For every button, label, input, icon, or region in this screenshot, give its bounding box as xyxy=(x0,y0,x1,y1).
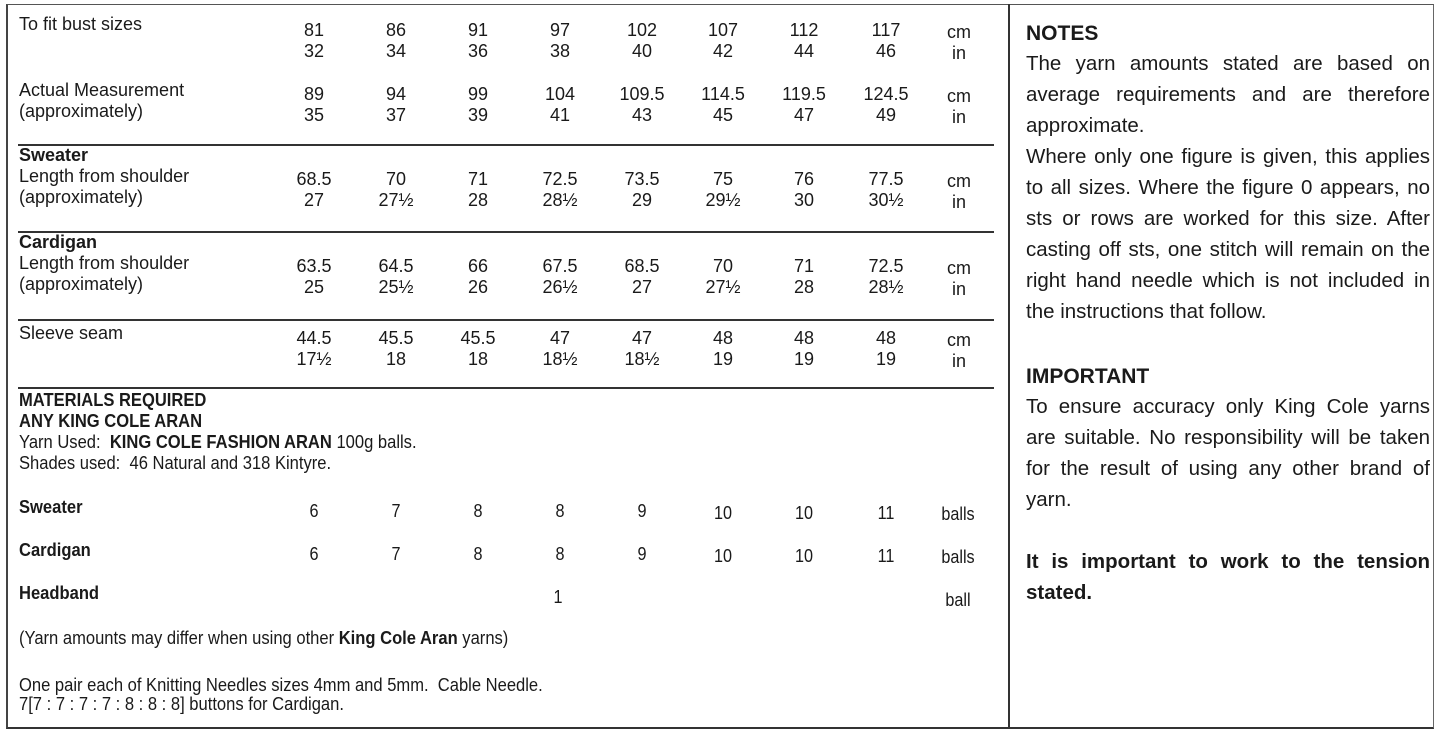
unit-label: cm xyxy=(947,258,971,278)
bust-cm-value: 102 xyxy=(626,20,658,40)
materials-subheading: ANY KING COLE ARAN xyxy=(19,411,203,431)
sweater-balls-value: 6 xyxy=(309,501,319,521)
unit-label: in xyxy=(951,107,966,127)
cardigan-length-cm-value: 71 xyxy=(793,256,815,276)
sweater-balls-value: 7 xyxy=(391,501,401,521)
bust-in-value: 42 xyxy=(712,41,734,61)
sleeve-cm-value: 48 xyxy=(712,328,734,348)
sweater-balls-value: 11 xyxy=(877,503,895,523)
rule xyxy=(18,144,994,146)
sweater-length-in-value: 29 xyxy=(631,190,653,210)
headband-qty-label: Headband xyxy=(19,583,100,603)
actual-cm-value: 89 xyxy=(303,84,325,104)
column-divider xyxy=(1008,4,1010,728)
cardigan-length-cm-value: 64.5 xyxy=(378,256,414,276)
sweater-length-in-value: 28 xyxy=(467,190,489,210)
cardigan-length-in-value: 26 xyxy=(467,277,489,297)
cardigan-unit: balls xyxy=(941,547,975,567)
actual-in-value: 39 xyxy=(467,105,489,125)
unit-label: in xyxy=(951,279,966,299)
yarn-name: KING COLE FASHION ARAN xyxy=(109,432,332,452)
sweater-heading: Sweater xyxy=(19,145,89,165)
cardigan-length-cm-value: 66 xyxy=(467,256,489,276)
cardigan-heading: Cardigan xyxy=(19,232,98,252)
headband-qty: 1 xyxy=(553,587,563,607)
unit-label: cm xyxy=(947,22,971,42)
tension-note: It is important to work to the tension stated. xyxy=(1026,550,1430,604)
cardigan-qty-label: Cardigan xyxy=(19,540,91,560)
yarn-note-prefix: (Yarn amounts may differ when using other xyxy=(19,628,339,648)
sweater-label-2: (approximately) xyxy=(19,187,144,207)
sweater-balls-value: 9 xyxy=(637,501,647,521)
cardigan-length-in-value: 27 xyxy=(631,277,653,297)
notes-panel xyxy=(1026,20,1430,608)
sleeve-in-value: 18 xyxy=(467,349,489,369)
actual-in-value: 47 xyxy=(793,105,815,125)
sweater-balls-value: 8 xyxy=(555,501,565,521)
sleeve-label: Sleeve seam xyxy=(19,323,124,343)
cardigan-length-in-value: 28 xyxy=(793,277,815,297)
cardigan-balls-value: 11 xyxy=(877,546,895,566)
unit-label: in xyxy=(951,351,966,371)
unit-label: cm xyxy=(947,330,971,350)
cardigan-label-2: (approximately) xyxy=(19,274,144,294)
cardigan-length-cm-value: 68.5 xyxy=(624,256,660,276)
cardigan-balls-value: 8 xyxy=(473,544,483,564)
sweater-length-cm-value: 72.5 xyxy=(542,169,578,189)
sweater-length-cm-value: 70 xyxy=(385,169,407,189)
yarn-used-suffix: 100g balls. xyxy=(331,432,417,452)
cardigan-balls-value: 9 xyxy=(637,544,647,564)
headband-unit: ball xyxy=(945,590,971,610)
unit-label: in xyxy=(951,192,966,212)
actual-in-value: 43 xyxy=(631,105,653,125)
bust-cm-value: 117 xyxy=(871,20,901,40)
bust-cm-value: 86 xyxy=(385,20,407,40)
bust-in-value: 34 xyxy=(385,41,407,61)
sweater-qty-label: Sweater xyxy=(19,497,83,517)
bust-cm-value: 107 xyxy=(707,20,739,40)
sweater-length-in-value: 30 xyxy=(793,190,815,210)
bust-in-value: 44 xyxy=(793,41,815,61)
yarn-used-prefix: Yarn Used: xyxy=(19,432,110,452)
cardigan-length-cm-value: 67.5 xyxy=(542,256,578,276)
rule xyxy=(18,231,994,233)
sleeve-in-value: 17½ xyxy=(296,349,332,369)
important-heading: IMPORTANT xyxy=(1026,365,1150,388)
needles-text: One pair each of Knitting Needles sizes 4mm and 5mm. Cable Needle. xyxy=(19,675,543,695)
bust-in-value: 36 xyxy=(467,41,489,61)
sweater-balls-value: 10 xyxy=(794,503,814,523)
sleeve-cm-value: 48 xyxy=(875,328,897,348)
sleeve-in-value: 19 xyxy=(875,349,897,369)
sleeve-in-value: 18½ xyxy=(542,349,578,369)
sweater-length-cm-value: 73.5 xyxy=(624,169,660,189)
actual-in-value: 41 xyxy=(549,105,571,125)
cardigan-length-in-value: 25½ xyxy=(378,277,414,297)
shades-used: Shades used: 46 Natural and 318 Kintyre. xyxy=(19,453,332,473)
actual-cm-value: 104 xyxy=(544,84,576,104)
sweater-length-cm-value: 77.5 xyxy=(868,169,904,189)
sweater-length-in-value: 27½ xyxy=(378,190,414,210)
sleeve-cm-value: 48 xyxy=(793,328,815,348)
sleeve-in-value: 18½ xyxy=(624,349,660,369)
sleeve-in-value: 18 xyxy=(385,349,407,369)
sleeve-in-value: 19 xyxy=(793,349,815,369)
cardigan-balls-value: 6 xyxy=(309,544,319,564)
buttons-text: 7[7 : 7 : 7 : 7 : 8 : 8 : 8] buttons for Cardigan. xyxy=(19,694,344,714)
bust-in-value: 32 xyxy=(303,41,325,61)
unit-label: cm xyxy=(947,171,971,191)
yarn-note-brand: King Cole Aran xyxy=(338,628,458,648)
important-para: To ensure accuracy only King Cole yarns are suitable. No responsibility will be taken for the result of using any other brand of yarn. xyxy=(1026,395,1430,511)
cardigan-label-1: Length from shoulder xyxy=(19,253,190,273)
actual-label-2: (approximately) xyxy=(19,101,144,121)
actual-cm-value: 99 xyxy=(467,84,489,104)
actual-in-value: 35 xyxy=(303,105,325,125)
cardigan-balls-value: 10 xyxy=(713,546,733,566)
yarn-note-suffix: yarns) xyxy=(457,628,509,648)
notes-heading: NOTES xyxy=(1026,22,1099,45)
cardigan-length-in-value: 27½ xyxy=(705,277,741,297)
sweater-length-cm-value: 68.5 xyxy=(296,169,332,189)
bust-in-value: 38 xyxy=(549,41,571,61)
sleeve-in-value: 19 xyxy=(712,349,734,369)
sleeve-cm-value: 44.5 xyxy=(296,328,332,348)
actual-cm-value: 124.5 xyxy=(863,84,909,104)
bust-cm-value: 97 xyxy=(549,20,571,40)
bust-in-value: 40 xyxy=(631,41,653,61)
cardigan-length-cm-value: 72.5 xyxy=(868,256,904,276)
unit-label: in xyxy=(951,43,966,63)
cardigan-balls-value: 8 xyxy=(555,544,565,564)
sweater-label-1: Length from shoulder xyxy=(19,166,190,186)
sweater-length-cm-value: 71 xyxy=(467,169,489,189)
actual-cm-value: 94 xyxy=(385,84,407,104)
cardigan-length-cm-value: 70 xyxy=(712,256,734,276)
sweater-length-in-value: 27 xyxy=(303,190,325,210)
sleeve-cm-value: 47 xyxy=(549,328,571,348)
actual-cm-value: 109.5 xyxy=(619,84,665,104)
sweater-length-in-value: 28½ xyxy=(542,190,578,210)
sweater-length-in-value: 29½ xyxy=(705,190,741,210)
cardigan-length-in-value: 28½ xyxy=(868,277,904,297)
notes-para-2: Where only one figure is given, this applies to all sizes. Where the figure 0 appears, no sts or rows are worked for this size. After casting off sts, one stitch will remain on the right hand needle which is not included in the instructions that follow. xyxy=(1026,145,1430,323)
actual-cm-value: 119.5 xyxy=(782,84,826,104)
actual-in-value: 45 xyxy=(712,105,734,125)
sleeve-cm-value: 47 xyxy=(631,328,653,348)
sweater-length-cm-value: 75 xyxy=(712,169,734,189)
unit-label: cm xyxy=(947,86,971,106)
sweater-balls-value: 10 xyxy=(713,503,733,523)
yarn-used xyxy=(19,432,417,452)
bust-cm-value: 81 xyxy=(303,20,325,40)
actual-cm-value: 114.5 xyxy=(701,84,745,104)
bust-in-value: 46 xyxy=(875,41,897,61)
bust-label: To fit bust sizes xyxy=(19,14,143,34)
cardigan-balls-value: 10 xyxy=(794,546,814,566)
sweater-length-cm-value: 76 xyxy=(793,169,815,189)
rule xyxy=(18,387,994,389)
sleeve-cm-value: 45.5 xyxy=(378,328,414,348)
actual-in-value: 37 xyxy=(385,105,407,125)
bust-cm-value: 112 xyxy=(789,20,819,40)
notes-para-1: The yarn amounts stated are based on average requirements and are therefore approximate. xyxy=(1026,52,1430,137)
actual-in-value: 49 xyxy=(875,105,897,125)
bust-cm-value: 91 xyxy=(467,20,489,40)
sweater-length-in-value: 30½ xyxy=(868,190,904,210)
cardigan-balls-value: 7 xyxy=(391,544,401,564)
yarn-note xyxy=(19,628,508,648)
sweater-balls-value: 8 xyxy=(473,501,483,521)
sleeve-cm-value: 45.5 xyxy=(460,328,496,348)
cardigan-length-in-value: 25 xyxy=(303,277,325,297)
sweater-unit: balls xyxy=(941,504,975,524)
cardigan-length-cm-value: 63.5 xyxy=(296,256,332,276)
actual-label-1: Actual Measurement xyxy=(19,80,185,100)
rule xyxy=(18,319,994,321)
cardigan-length-in-value: 26½ xyxy=(542,277,578,297)
materials-heading: MATERIALS REQUIRED xyxy=(19,390,207,410)
